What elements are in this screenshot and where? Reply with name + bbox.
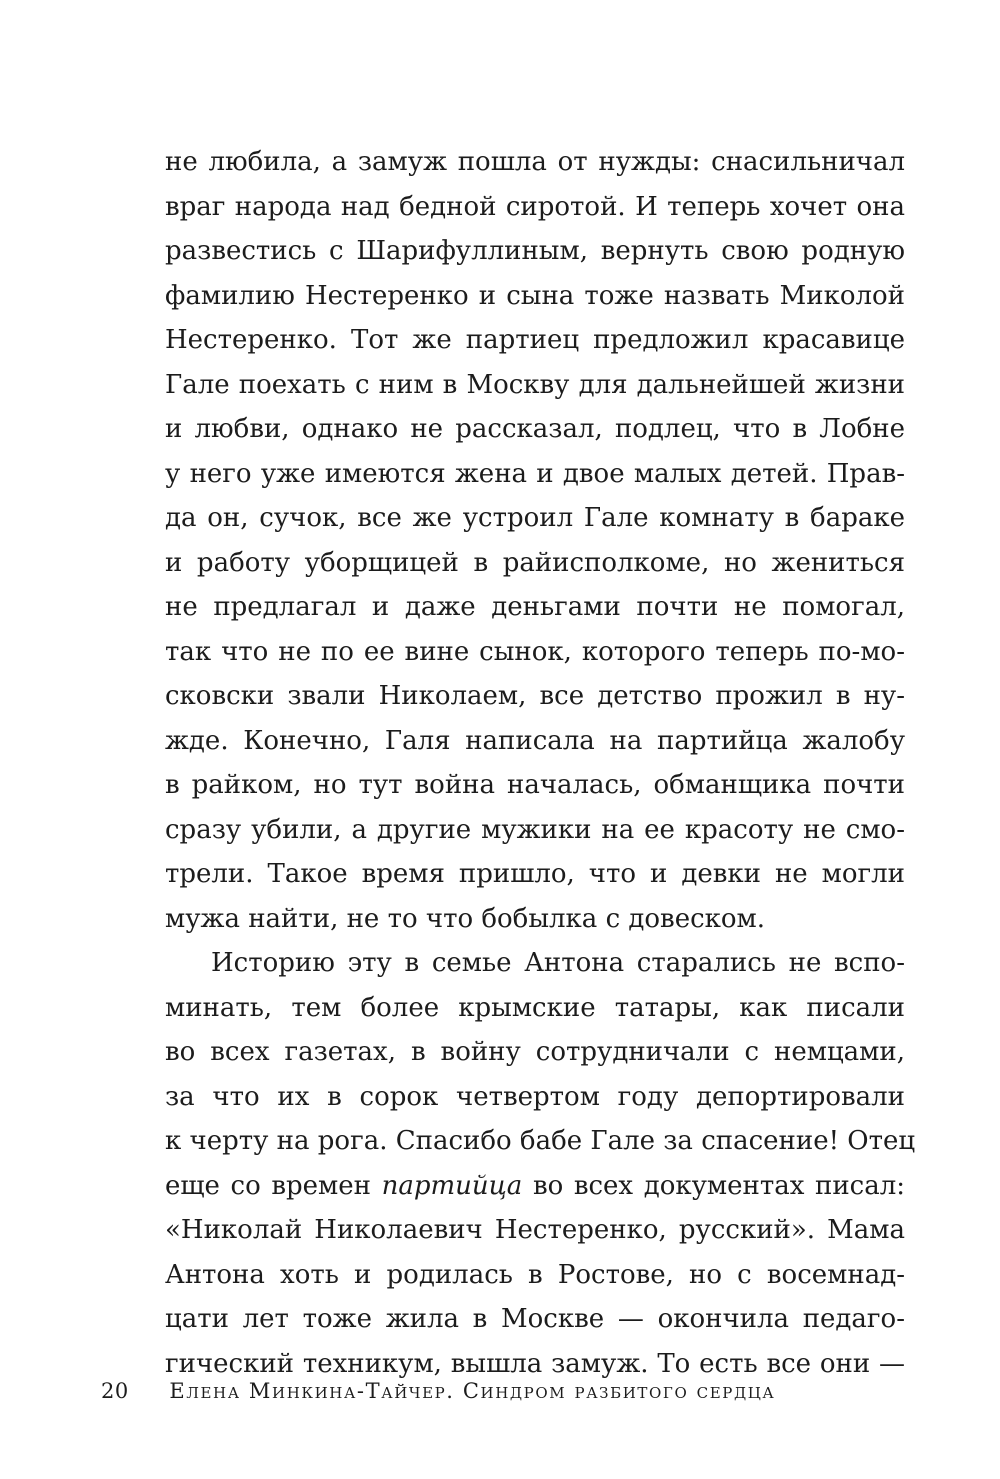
text-line: сразу убили, а другие мужики на ее красоту не смо- [165, 814, 905, 845]
text-line-with-emphasis [165, 1164, 905, 1209]
text-segment: еще со времен [165, 1170, 371, 1201]
paragraph-start-line: Историю эту в семье Антона старались не вспо- [211, 948, 905, 978]
text-line: гический техникум, вышла замуж. То есть все они — [165, 1348, 905, 1379]
text-line: и работу уборщицей в райисполкоме, но жениться [165, 547, 905, 578]
text-line: Нестеренко. Тот же партиец предложил красавице [165, 325, 905, 355]
text-line: у него уже имеются жена и двое малых детей. Прав- [165, 458, 905, 489]
text-line: трели. Такое время пришло, что и девки не могли [165, 859, 905, 889]
body-text [165, 140, 916, 1386]
running-title: Елена Минкина-Тайчер. Синдром разбитого сердца [169, 1379, 776, 1403]
text-line: фамилию Нестеренко и сына тоже назвать Миколой [165, 280, 905, 311]
text-line: да он, сучок, все же устроил Гале комнату в бараке [165, 503, 905, 533]
text-line: враг народа над бедной сиротой. И теперь хочет она [165, 191, 905, 222]
text-line: «Николай Николаевич Нестеренко, русский». Мама [165, 1215, 905, 1245]
text-line: не предлагал и даже деньгами почти не помогал, [165, 592, 905, 622]
text-line: во всех газетах, в войну сотрудничали с немцами, [165, 1037, 905, 1067]
text-line: за что их в сорок четвертом году депортировали [165, 1081, 905, 1112]
text-line: сковски звали Николаем, все детство прожил в ну- [165, 681, 905, 711]
text-line: к черту на рога. Спасибо бабе Гале за спасение! Отец [165, 1126, 916, 1156]
italic-word: партийца [381, 1170, 523, 1201]
text-line: и любви, однако не рассказал, подлец, что в Лобне [165, 414, 905, 444]
text-line: в райком, но тут война началась, обманщика почти [165, 770, 905, 800]
text-line: не любила, а замуж пошла от нужды: снасильничал [165, 147, 905, 177]
text-line: развестись с Шарифуллиным, вернуть свою родную [165, 236, 905, 266]
text-segment: во всех документах писал: [532, 1170, 906, 1201]
text-line: минать, тем более крымские татары, как писали [165, 992, 905, 1023]
text-line: Антона хоть и родилась в Ростове, но с восемнад- [165, 1259, 905, 1290]
page-number: 20 [101, 1379, 129, 1403]
page-footer [101, 1376, 775, 1406]
text-line: так что не по ее вине сынок, которого теперь по-мо- [165, 636, 905, 667]
text-line: мужа найти, не то что бобылка с довеском. [165, 903, 766, 934]
text-line: жде. Конечно, Галя написала на партийца жалобу [165, 725, 905, 756]
text-line: Гале поехать с ним в Москву для дальнейшей жизни [165, 369, 905, 400]
text-line: цати лет тоже жила в Москве — окончила педаго- [165, 1304, 905, 1334]
